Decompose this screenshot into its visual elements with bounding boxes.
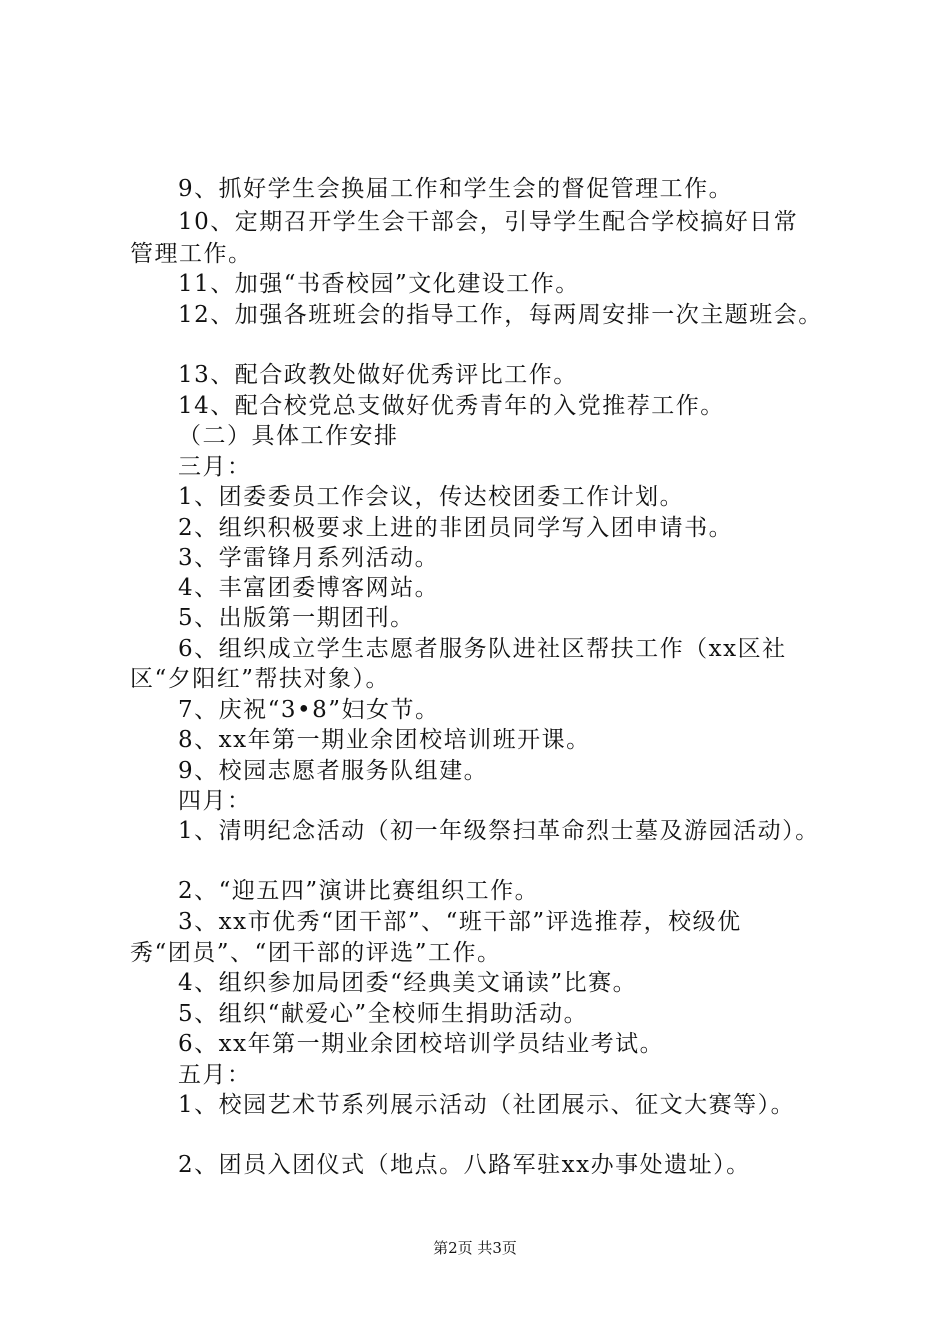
- body-line: 2、团员入团仪式（地点。八路军驻xx办事处遗址）。: [178, 1152, 751, 1178]
- body-line: 1、清明纪念活动（初一年级祭扫革命烈士墓及游园活动）。: [178, 818, 820, 844]
- month-heading: 三月：: [178, 454, 252, 480]
- body-line: 3、xx市优秀“团干部”、“班干部”评选推荐，校级优: [178, 909, 742, 935]
- body-line: 12、加强各班班会的指导工作，每两周安排一次主题班会。: [178, 302, 823, 328]
- body-line: 4、丰富团委博客网站。: [178, 575, 440, 601]
- body-line: 5、出版第一期团刊。: [178, 605, 415, 631]
- body-line: 8、xx年第一期业余团校培训班开课。: [178, 727, 591, 753]
- body-line: 7、庆祝“3•8”妇女节。: [178, 697, 440, 723]
- body-line: 2、“迎五四”演讲比赛组织工作。: [178, 878, 540, 904]
- month-heading: 四月：: [178, 788, 252, 814]
- month-heading: 五月：: [178, 1062, 252, 1088]
- body-line: 11、加强“书香校园”文化建设工作。: [178, 271, 580, 297]
- section-heading: （二）具体工作安排: [178, 423, 399, 449]
- body-line: 2、组织积极要求上进的非团员同学写入团申请书。: [178, 515, 734, 541]
- body-line: 9、校园志愿者服务队组建。: [178, 758, 489, 784]
- body-line: 9、抓好学生会换届工作和学生会的督促管理工作。: [178, 176, 734, 202]
- body-line: 10、定期召开学生会干部会，引导学生配合学校搞好日常: [178, 209, 799, 235]
- body-line: 1、校园艺术节系列展示活动（社团展示、征文大赛等）。: [178, 1092, 796, 1118]
- page-number-footer: 第2页 共3页: [433, 1239, 517, 1257]
- body-line: 5、组织“献爱心”全校师生捐助活动。: [178, 1001, 589, 1027]
- body-line: 秀“团员”、“团干部的评选”工作。: [130, 940, 502, 966]
- body-line: 6、组织成立学生志愿者服务队进社区帮扶工作（xx区社: [178, 636, 787, 662]
- body-line: 13、配合政教处做好优秀评比工作。: [178, 362, 578, 388]
- body-line: 1、团委委员工作会议，传达校团委工作计划。: [178, 484, 685, 510]
- body-line: 14、配合校党总支做好优秀青年的入党推荐工作。: [178, 393, 725, 419]
- body-line: 6、xx年第一期业余团校培训学员结业考试。: [178, 1031, 665, 1057]
- body-line: 3、学雷锋月系列活动。: [178, 545, 440, 571]
- body-line: 管理工作。: [130, 241, 253, 267]
- body-line: 区“夕阳红”帮扶对象）。: [130, 666, 391, 692]
- body-line: 4、组织参加局团委“经典美文诵读”比赛。: [178, 970, 638, 996]
